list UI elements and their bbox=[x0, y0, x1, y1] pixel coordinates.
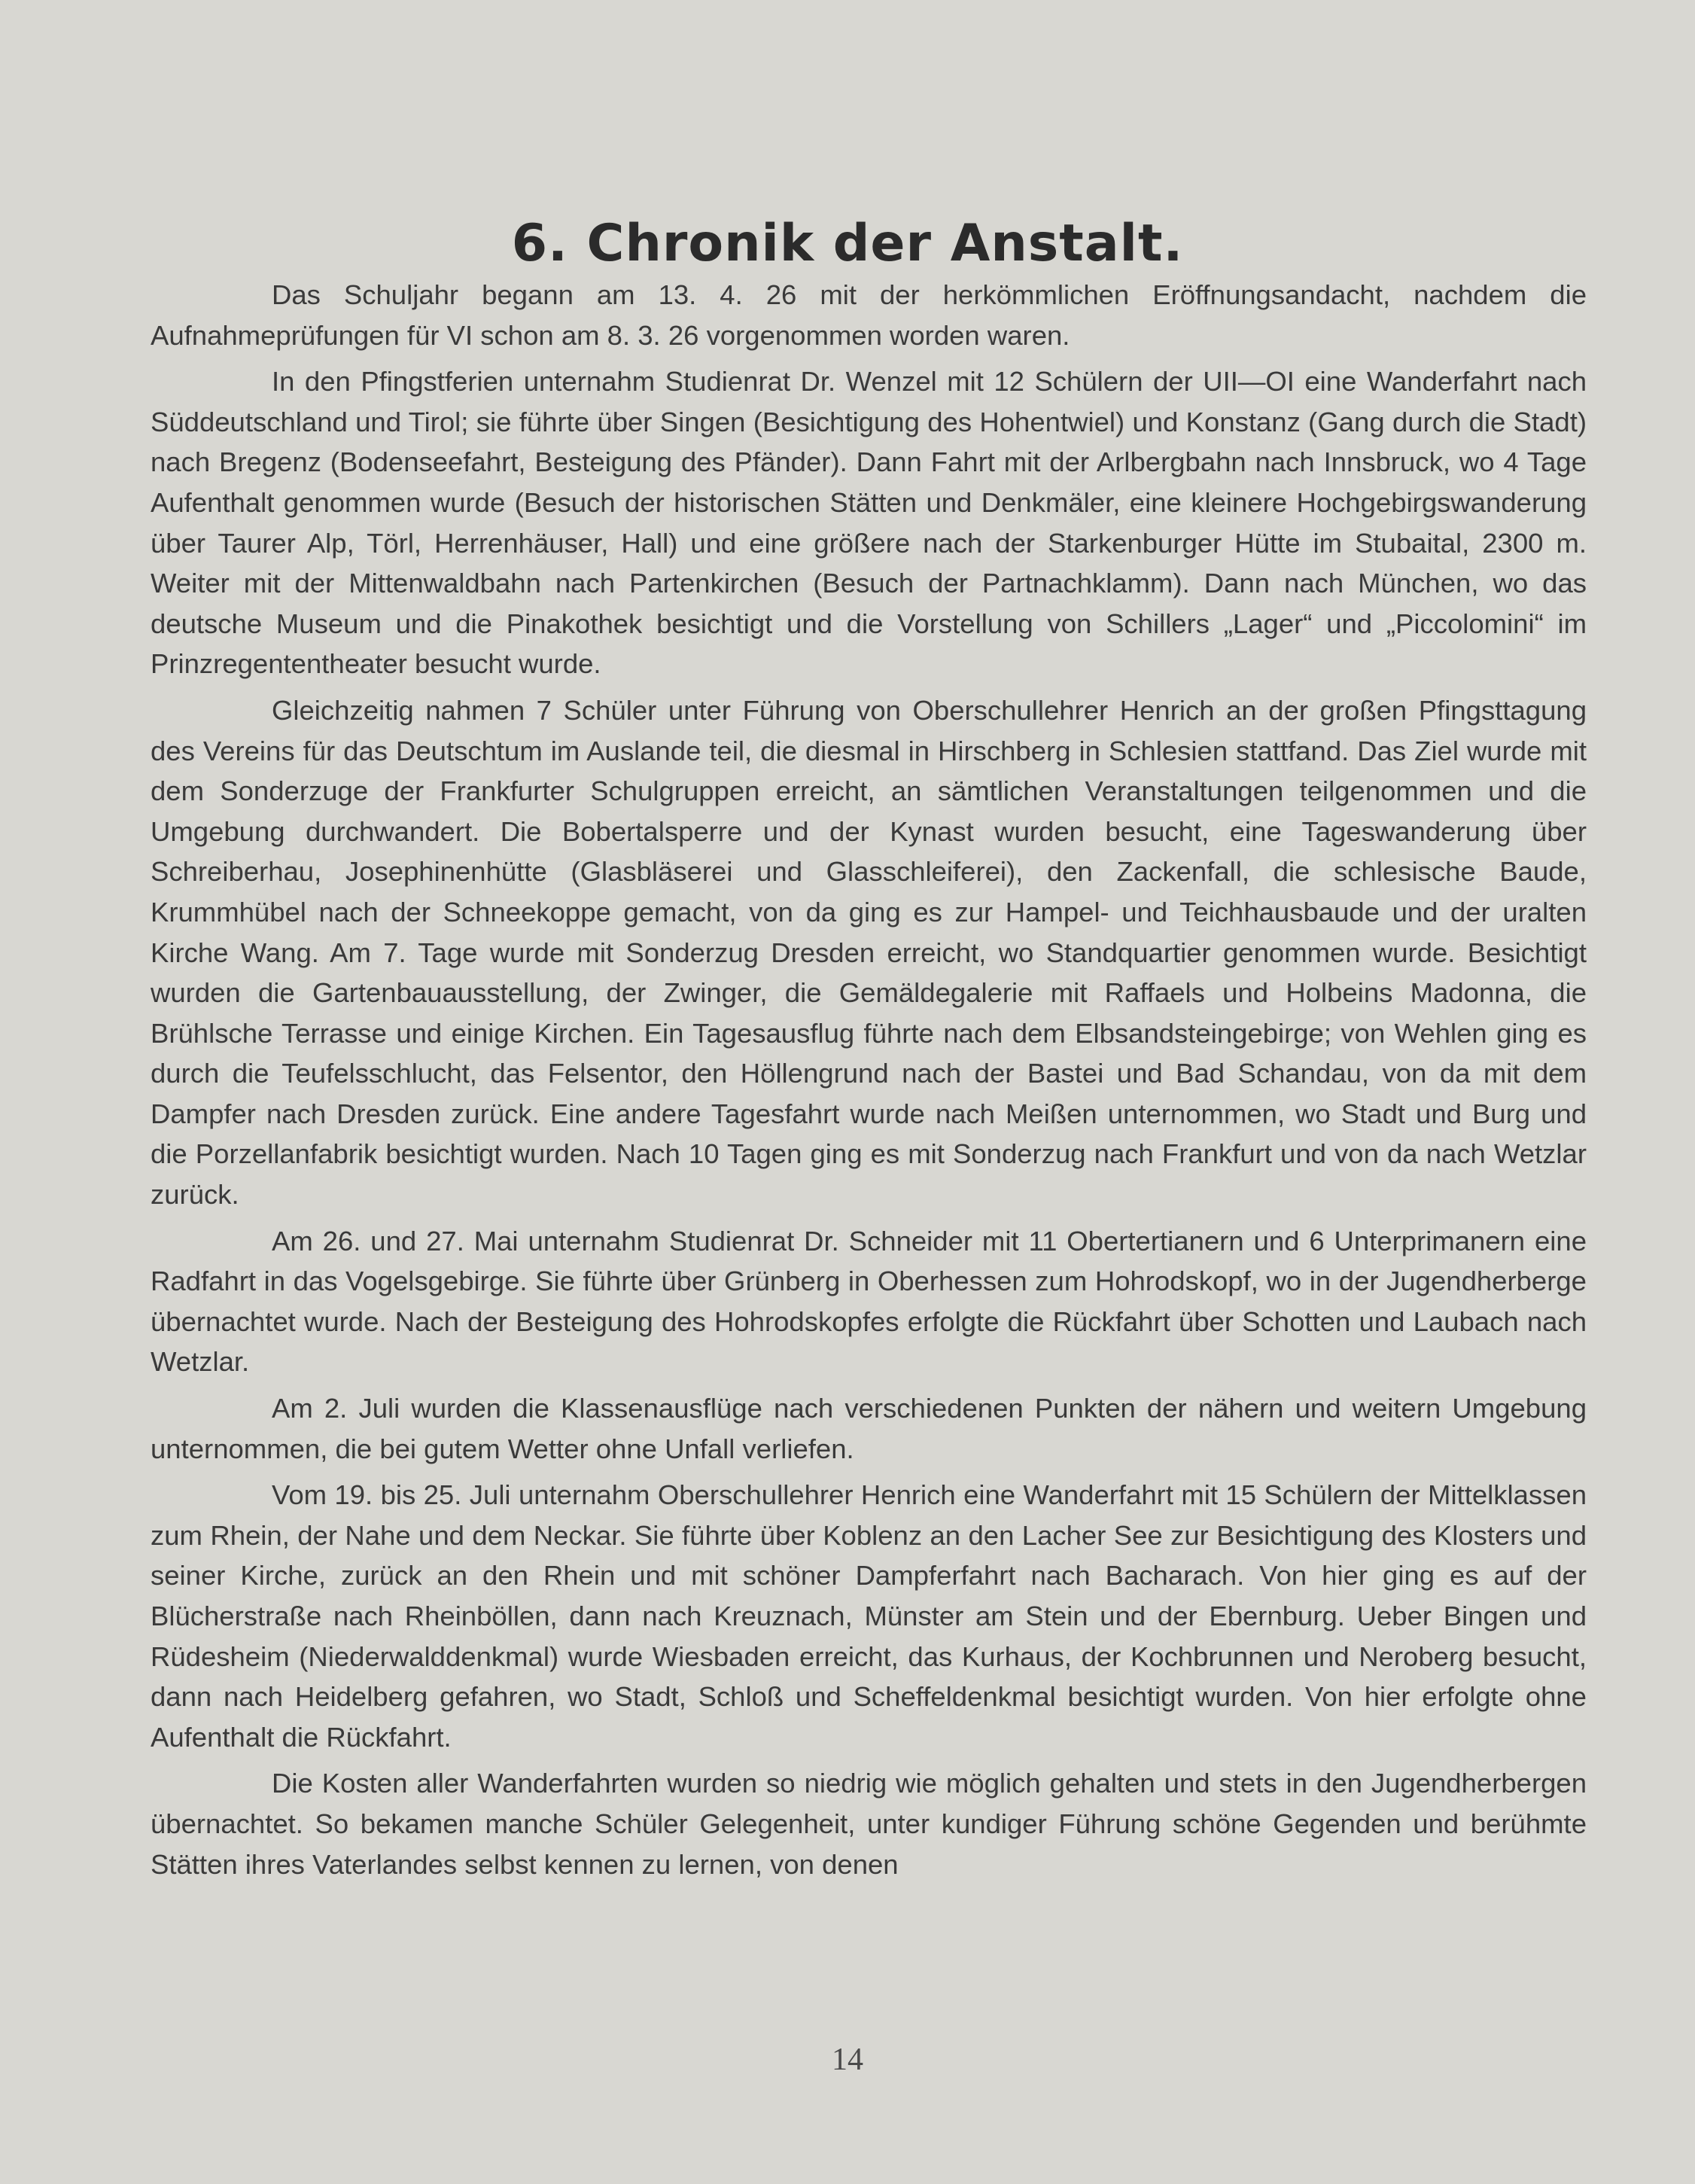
chapter-title: 6. Chronik der Anstalt. bbox=[511, 213, 1184, 273]
body-text bbox=[151, 275, 1587, 1890]
paragraph-pentecost-conference-silesia: Gleichzeitig nahmen 7 Schüler unter Führung von Oberschullehrer Henrich an der großen Pfingsttagung des Vereins für das Deutschtum im Auslande teil, die diesmal in Hirschberg in Schlesien stattfand. Das Ziel wurde mit dem Sonderzuge der Frankfurter Schulgruppen erreicht, an sämtlichen Veranstaltungen teilgenommen und die Umgebung durchwandert. Die Bobertalsperre und der Kynast wurden besucht, eine Tageswanderung über Schreiberhau, Josephinenhütte (Glasbläserei und Glasschleiferei), den Zackenfall, die schlesische Baude, Krummhübel nach der Schneekoppe gemacht, von da ging es zur Hampel- und Teichhausbaude und der uralten Kirche Wang. Am 7. Tage wurde mit Sonderzug Dresden erreicht, wo Standquartier genommen wurde. Besichtigt wurden die Gartenbauausstellung, der Zwinger, die Gemäldegalerie mit Raffaels und Holbeins Madonna, die Brühlsche Terrasse und einige Kirchen. Ein Tagesausflug führte nach dem Elbsandsteingebirge; von Wehlen ging es durch die Teufelsschlucht, das Felsentor, den Höllengrund nach der Bastei und Bad Schandau, von da mit dem Dampfer nach Dresden zurück. Eine andere Tagesfahrt wurde nach Meißen unternommen, wo Stadt und Burg und die Porzellanfabrik besichtigt wurden. Nach 10 Tagen ging es mit Sonderzug nach Frankfurt und von da nach Wetzlar zurück. bbox=[151, 694, 1587, 1211]
paragraph-pentecost-trip-tirol: In den Pfingstferien unternahm Studienrat Dr. Wenzel mit 12 Schülern der UII—OI eine Wanderfahrt nach Süddeutschland und Tirol; sie führte über Singen (Besichtigung des Hohentwiel) und Konstanz (Gang durch die Stadt) nach Bregenz (Bodenseefahrt, Besteigung des Pfänder). Dann Fahrt mit der Arlbergbahn nach Innsbruck, wo 4 Tage Aufenthalt genommen wurde (Besuch der historischen Stätten und Denkmäler, eine kleinere Hochgebirgswanderung über Taurer Alp, Törl, Herrenhäuser, Hall) und eine größere nach der Starkenburger Hütte im Stubaital, 2300 m. Weiter mit der Mittenwaldbahn nach Partenkirchen (Besuch der Partnachklamm). Dann nach München, wo das deutsche Museum und die Pinakothek besichtigt und die Vorstellung von Schillers „Lager“ und „Piccolomini“ im Prinzregententheater besucht wurde. bbox=[151, 366, 1587, 680]
paragraph-trip-costs: Die Kosten aller Wanderfahrten wurden so niedrig wie möglich gehalten und stets in den Jugendherbergen übernachtet. So bekamen manche Schüler Gelegenheit, unter kundiger Führung schöne Gegenden und berühmte Stätten ihres Vaterlandes selbst kennen zu lernen, von denen bbox=[151, 1768, 1587, 1880]
paragraph-rhine-trip: Vom 19. bis 25. Juli unternahm Oberschullehrer Henrich eine Wanderfahrt mit 15 Schülern der Mittelklassen zum Rhein, der Nahe und dem Neckar. Sie führte über Koblenz an den Lacher See zur Besichtigung des Klosters und seiner Kirche, zurück an den Rhein und mit schöner Dampferfahrt nach Bacharach. Von hier ging es auf der Blücherstraße nach Rheinböllen, dann nach Kreuznach, Münster am Stein und der Ebernburg. Ueber Bingen und Rüdesheim (Niederwalddenkmal) wurde Wiesbaden erreicht, das Kurhaus, der Kochbrunnen und Neroberg besucht, dann nach Heidelberg gefahren, wo Stadt, Schloß und Scheffeldenkmal besichtigt wurden. Von hier erfolgte ohne Aufenthalt die Rückfahrt. bbox=[151, 1479, 1587, 1753]
paragraph-class-excursions: Am 2. Juli wurden die Klassenausflüge nach verschiedenen Punkten der nähern und weitern Umgebung unternommen, die bei gutem Wetter ohne Unfall verliefen. bbox=[151, 1393, 1587, 1464]
paragraph-bicycle-trip: Am 26. und 27. Mai unternahm Studienrat Dr. Schneider mit 11 Obertertianern und 6 Unterprimanern eine Radfahrt in das Vogelsgebirge. Sie führte über Grünberg in Oberhessen zum Hohrodskopf, wo in der Jugendherberge übernachtet wurde. Nach der Besteigung des Hohrodskopfes erfolgte die Rückfahrt über Schotten und Laubach nach Wetzlar. bbox=[151, 1225, 1587, 1378]
paragraph-school-year-start: Das Schuljahr begann am 13. 4. 26 mit der herkömmlichen Eröffnungsandacht, nachdem die Aufnahmeprüfungen für VI schon am 8. 3. 26 vorgenommen worden waren. bbox=[151, 279, 1587, 351]
page-number: 14 bbox=[832, 2042, 863, 2077]
